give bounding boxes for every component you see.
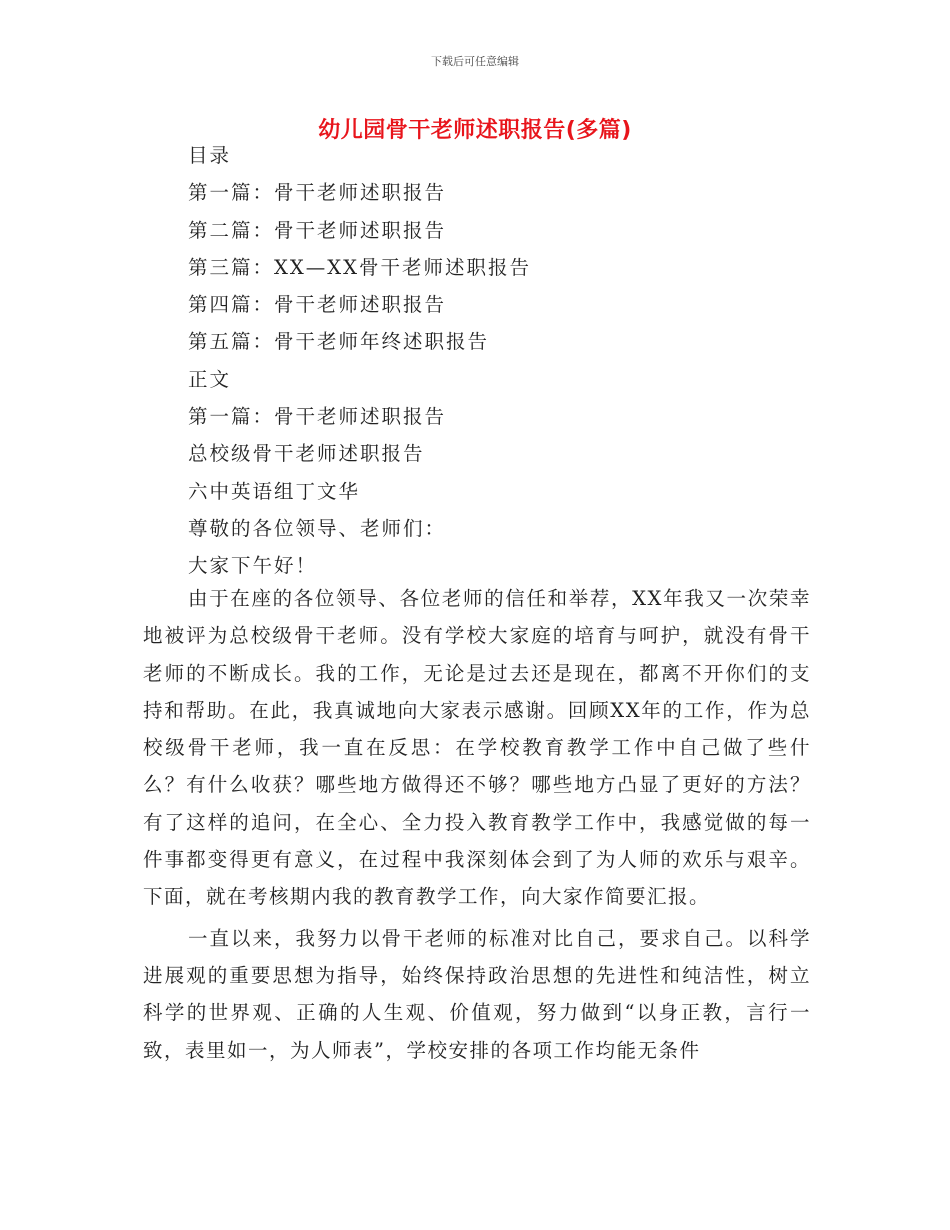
report-title: 总校级骨干老师述职报告 [188,442,425,466]
toc-item: 第三篇：XX—XX骨干老师述职报告 [188,255,532,279]
toc-item: 第五篇：骨干老师年终述职报告 [188,330,490,354]
toc-heading: 目录 [188,144,232,167]
salutation: 尊敬的各位领导、老师们： [188,516,447,540]
toc-item: 第一篇：骨干老师述职报告 [188,181,447,205]
table-of-contents [188,137,808,585]
toc-item: 第二篇：骨干老师述职报告 [188,218,447,242]
paragraph: 一直以来，我努力以骨干老师的标准对比自己，要求自己。以科学进展观的重要思想为指导，始终保持政治思想的先进性和纯洁性，树立科学的世界观、正确的人生观、价值观，努力做到“以身正教，言行一致，表里如一，为人师表”，学校安排的各项工作均能无条件 [143,926,811,1062]
section-title: 第一篇：骨干老师述职报告 [188,405,447,429]
greeting: 大家下午好！ [188,554,318,578]
page-header-note: 下载后可任意编辑 [431,55,519,68]
document-title: 幼儿园骨干老师述职报告(多篇) [318,118,632,143]
paragraph: 由于在座的各位领导、各位老师的信任和举荐，XX年我又一次荣幸地被评为总校级骨干老师。没有学校大家庭的培育与呵护，就没有骨干老师的不断成长。我的工作，无论是过去还是现在，都离不开你们的支持和帮助。在此，我真诚地向大家表示感谢。回顾XX年的工作，作为总校级骨干老师，我一直在反思：在学校教育教学工作中自己做了些什么？有什么收获？哪些地方做得还不够？哪些地方凸显了更好的方法？有了这样的追问，在全心、全力投入教育教学工作中，我感觉做的每一件事都变得更有意义，在过程中我深刻体会到了为人师的欢乐与艰辛。下面，就在考核期内我的教育教学工作，向大家作简要汇报。 [143,587,811,909]
body-text [143,580,811,1069]
author-line: 六中英语组丁文华 [188,479,361,503]
body-heading: 正文 [188,367,232,391]
toc-item: 第四篇：骨干老师述职报告 [188,293,447,317]
